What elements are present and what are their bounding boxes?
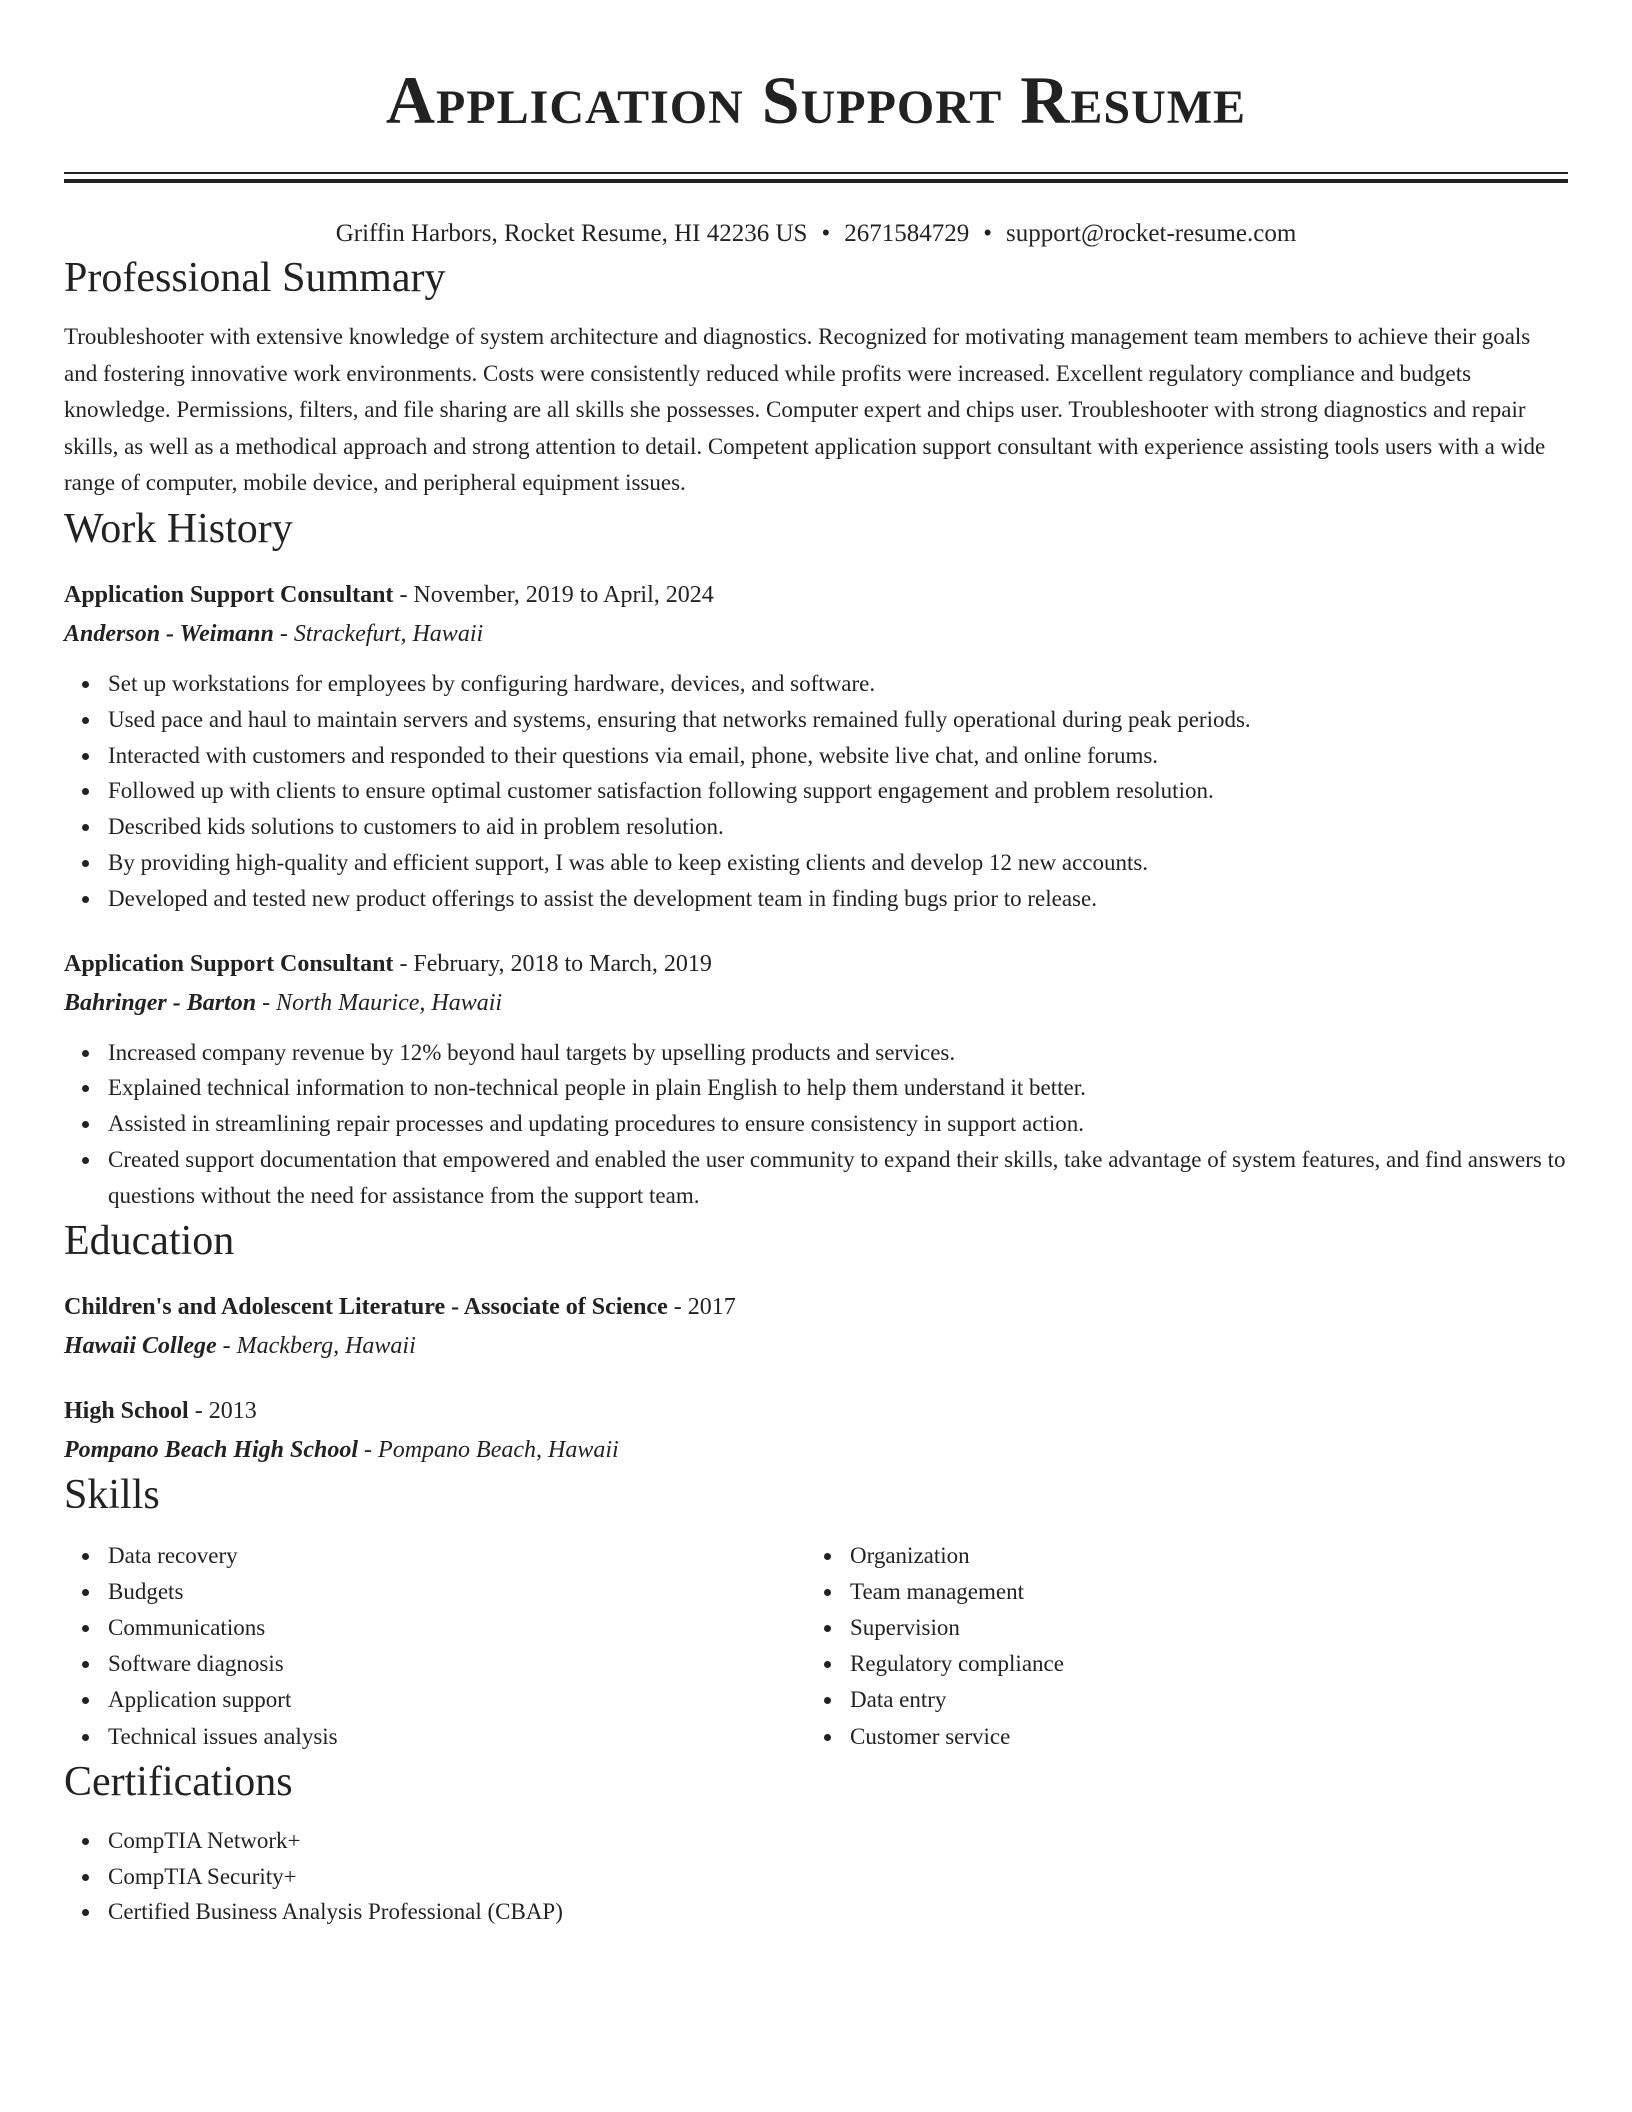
education-school-line <box>64 1432 1568 1468</box>
list-item: Customer service <box>806 1719 1548 1755</box>
list-item: By providing high-quality and efficient support, I was able to keep existing clients and develop 12 new accounts. <box>64 845 1568 881</box>
contact-phone: 2671584729 <box>844 220 970 247</box>
education-location: - Pompano Beach, Hawaii <box>358 1436 619 1463</box>
contact-address: Griffin Harbors, Rocket Resume, HI 42236 US <box>335 220 808 247</box>
job-title: Application Support Consultant <box>64 950 394 977</box>
education-heading: Education <box>64 1217 235 1264</box>
skills-grid <box>64 1538 1568 1755</box>
list-item: Certified Business Analysis Professional (CBAP) <box>64 1894 1568 1930</box>
education-year: - 2017 <box>667 1293 736 1320</box>
list-item: Created support documentation that empowered and enabled the user community to expand their skills, take advantage of system features, and find answers to questions without the need for assistance from the support team. <box>64 1142 1568 1214</box>
job-entry <box>64 947 1568 1214</box>
list-item: Software diagnosis <box>64 1646 806 1682</box>
list-item: CompTIA Security+ <box>64 1859 1568 1895</box>
list-item: Communications <box>64 1610 806 1646</box>
contact-separator: • <box>821 220 831 247</box>
contact-line <box>64 217 1568 251</box>
list-item: Regulatory compliance <box>806 1646 1548 1682</box>
education-degree-line <box>64 1394 1568 1428</box>
job-company-line <box>64 616 1568 652</box>
education-location: - Mackberg, Hawaii <box>216 1332 416 1359</box>
title-divider <box>64 172 1568 183</box>
list-item: Data entry <box>806 1682 1548 1718</box>
education-school: Pompano Beach High School <box>64 1436 359 1463</box>
education-school: Hawaii College <box>64 1332 217 1359</box>
skills-right-column <box>806 1538 1548 1755</box>
list-item: Increased company revenue by 12% beyond haul targets by upselling products and services. <box>64 1035 1568 1071</box>
list-item: Budgets <box>64 1574 806 1610</box>
list-item: CompTIA Network+ <box>64 1823 1568 1859</box>
list-item: Followed up with clients to ensure optimal customer satisfaction following support engagement and problem resolution. <box>64 773 1568 809</box>
job-entry <box>64 578 1568 917</box>
job-dates: - February, 2018 to March, 2019 <box>393 950 712 977</box>
list-item: Developed and tested new product offerings to assist the development team in finding bugs prior to release. <box>64 881 1568 917</box>
certifications-heading: Certifications <box>64 1758 293 1805</box>
list-item: Set up workstations for employees by configuring hardware, devices, and software. <box>64 666 1568 702</box>
list-item: Interacted with customers and responded to their questions via email, phone, website live chat, and online forums. <box>64 738 1568 774</box>
job-company-line <box>64 985 1568 1021</box>
summary-text: Troubleshooter with extensive knowledge of system architecture and diagnostics. Recognized for motivating management team members to achieve their goals and fostering innovative work environments. Costs were consistently reduced while profits were increased. Excellent regulatory compliance and budgets knowledge. Permissions, filters, and file sharing are all skills she possesses. Computer expert and chips user. Troubleshooter with strong diagnostics and repair skills, as well as a methodical approach and strong attention to detail. Competent application support consultant with experience assisting tools users with a wide range of computer, mobile device, and peripheral equipment issues. <box>64 324 1546 496</box>
list-item: Explained technical information to non-technical people in plain English to help them understand it better. <box>64 1070 1568 1106</box>
education-degree: High School <box>64 1397 189 1424</box>
certifications-list <box>64 1823 1568 1930</box>
job-duties <box>64 1035 1568 1214</box>
education-entry <box>64 1394 1568 1468</box>
list-item: Application support <box>64 1682 806 1718</box>
list-item: Organization <box>806 1538 1548 1574</box>
education-entry <box>64 1290 1568 1364</box>
education-year: - 2013 <box>188 1397 257 1424</box>
job-role-line <box>64 578 1568 612</box>
summary-heading: Professional Summary <box>64 255 446 301</box>
list-item: Supervision <box>806 1610 1548 1646</box>
contact-separator: • <box>983 220 992 247</box>
skills-left-column <box>64 1538 806 1755</box>
list-item: Described kids solutions to customers to aid in problem resolution. <box>64 809 1568 845</box>
education-degree-line <box>64 1290 1568 1324</box>
job-role-line <box>64 947 1568 981</box>
job-company: Bahringer - Barton <box>64 989 257 1016</box>
education-school-line <box>64 1328 1568 1364</box>
work-history-heading: Work History <box>64 505 293 552</box>
resume-title: Application Support Resume <box>385 62 1247 138</box>
list-item: Team management <box>806 1574 1548 1610</box>
job-company: Anderson - Weimann <box>64 620 274 647</box>
list-item: Assisted in streamlining repair processes and updating procedures to ensure consistency in support action. <box>64 1106 1568 1142</box>
list-item: Technical issues analysis <box>64 1719 806 1755</box>
education-degree: Children's and Adolescent Literature - Associate of Science <box>64 1293 668 1320</box>
skills-heading: Skills <box>64 1471 160 1518</box>
job-dates: - November, 2019 to April, 2024 <box>393 581 714 608</box>
job-duties <box>64 666 1568 917</box>
job-location: - Strackefurt, Hawaii <box>273 620 484 647</box>
contact-email: support@rocket-resume.com <box>1005 220 1297 247</box>
list-item: Data recovery <box>64 1538 806 1574</box>
job-location: - North Maurice, Hawaii <box>256 989 503 1016</box>
list-item: Used pace and haul to maintain servers and systems, ensuring that networks remained fully operational during peak periods. <box>64 702 1568 738</box>
job-title: Application Support Consultant <box>64 581 394 608</box>
